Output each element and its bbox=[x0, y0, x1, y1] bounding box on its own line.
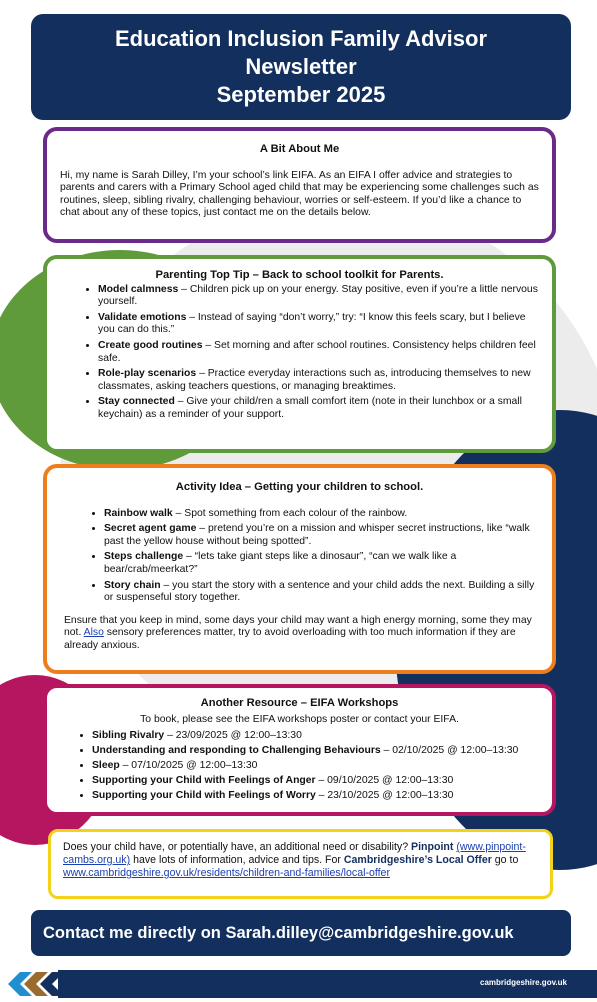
workshop-name: Supporting your Child with Feelings of Anger bbox=[92, 775, 316, 787]
list-item bbox=[98, 340, 539, 365]
parenting-tips-section bbox=[43, 255, 556, 453]
offer-text: go to bbox=[491, 854, 519, 866]
workshop-name: Understanding and responding to Challenging Behaviours bbox=[92, 745, 381, 757]
activity-text: – pretend you’re on a mission and whisper secret instructions, like “walk past the yellow house without being spotted”. bbox=[104, 523, 530, 547]
booking-info: To book, please see the EIFA workshops poster or contact your EIFA. bbox=[140, 713, 459, 725]
tip-text: – Give your child/ren a small comfort item (note in their lunchbox or a small keychain) as a reminder of your support. bbox=[98, 396, 522, 420]
workshops-title: Another Resource – EIFA Workshops bbox=[200, 697, 399, 709]
note-highlight: Also bbox=[83, 627, 104, 639]
offer-text: have lots of information, advice and tips. For bbox=[130, 854, 344, 866]
header-title: Education Inclusion Family Advisor bbox=[114, 26, 488, 51]
workshop-name: Sibling Rivalry bbox=[92, 730, 165, 742]
footer-site[interactable]: cambridgeshire.gov.uk bbox=[480, 978, 567, 987]
activity-text: – “lets take giant steps like a dinosaur”, “can we walk like a bear/crab/meerkat?” bbox=[104, 551, 457, 575]
activity-title: Activity Idea – Getting your children to school. bbox=[175, 481, 424, 493]
activity-text: – Spot something from each colour of the rainbow. bbox=[172, 507, 408, 519]
activity-label: Rainbow walk bbox=[104, 507, 173, 519]
list-item bbox=[98, 284, 539, 309]
list-item bbox=[92, 775, 539, 788]
list-item bbox=[104, 508, 539, 521]
list-item bbox=[92, 730, 539, 743]
list-item bbox=[98, 396, 539, 421]
tips-title: Parenting Top Tip – Back to school toolkit for Parents. bbox=[155, 269, 444, 281]
list-item bbox=[104, 551, 539, 576]
note-text: sensory preferences matter, try to avoid overloading with too much information if they are already anxious. bbox=[64, 627, 516, 651]
tip-text: – Practice everyday interactions such as, introducing themselves to new classmates, asking teachers questions, or managing breaktimes. bbox=[98, 368, 531, 392]
tip-text: – Children pick up on your energy. Stay positive, even if you’re a little nervous yourself. bbox=[98, 283, 538, 308]
workshop-name: Sleep bbox=[92, 760, 120, 772]
list-item bbox=[92, 760, 539, 773]
tip-label: Validate emotions bbox=[98, 311, 187, 323]
workshop-date: – 23/09/2025 @ 12:00–13:30 bbox=[164, 730, 302, 742]
list-item bbox=[98, 368, 539, 393]
offer-intro: Does your child have, or potentially have, an additional need or disability? bbox=[63, 841, 412, 853]
workshop-date: – 02/10/2025 @ 12:00–13:30 bbox=[380, 745, 519, 757]
activity-note bbox=[60, 615, 539, 653]
workshop-date: – 09/10/2025 @ 12:00–13:30 bbox=[315, 775, 454, 787]
local-offer-section bbox=[48, 829, 553, 899]
tip-label: Model calmness bbox=[98, 283, 179, 295]
note-text: Ensure that you keep in mind, some days your child may want a high energy morning, some they may not. bbox=[64, 614, 532, 639]
footer bbox=[0, 970, 597, 1002]
workshop-name: Supporting your Child with Feelings of Worry bbox=[92, 790, 316, 802]
list-item bbox=[104, 523, 539, 548]
list-item bbox=[92, 790, 539, 803]
tip-label: Role-play scenarios bbox=[98, 368, 197, 380]
list-item bbox=[92, 745, 539, 758]
local-offer-name: Cambridgeshire’s Local Offer bbox=[343, 854, 492, 866]
pinpoint-link[interactable]: (www.pinpoint-cambs.org.uk) bbox=[63, 841, 526, 866]
tip-label: Create good routines bbox=[98, 339, 203, 351]
list-item bbox=[104, 580, 539, 605]
header-subtitle: Newsletter bbox=[245, 54, 357, 79]
activity-label: Steps challenge bbox=[104, 551, 184, 563]
newsletter-header bbox=[31, 14, 571, 120]
tip-text: – Instead of saying “don’t worry,” try: “I know this feels scary, but I believe you can do this.” bbox=[98, 311, 526, 336]
tips-list bbox=[60, 284, 539, 422]
activity-list bbox=[60, 508, 539, 605]
workshops-section bbox=[43, 684, 556, 816]
workshops-list bbox=[60, 730, 539, 803]
activity-idea-section bbox=[43, 464, 556, 674]
workshop-date: – 23/10/2025 @ 12:00–13:30 bbox=[315, 790, 454, 802]
list-item bbox=[98, 312, 539, 337]
contact-banner bbox=[31, 910, 571, 956]
about-me-section bbox=[43, 127, 556, 243]
contact-text[interactable]: Contact me directly on Sarah.dilley@cambridgeshire.gov.uk bbox=[43, 924, 514, 942]
activity-label: Story chain bbox=[104, 579, 161, 591]
tip-text: – Set morning and after school routines. Consistency helps children feel safe. bbox=[98, 339, 536, 364]
about-title: A Bit About Me bbox=[259, 143, 340, 155]
chevron-arrows-icon bbox=[0, 970, 70, 1000]
header-date: September 2025 bbox=[216, 82, 386, 107]
about-body: Hi, my name is Sarah Dilley, I’m your school’s link EIFA. As an EIFA I offer advice and strategies to parents and carers with a Primary School aged child that may be experiencing some challenges such as routines, sleep, sibling rivalry, challenging behaviour, worries or self-esteem. If you’d like a chance to chat about any of these topics, just contact me on the details below. bbox=[60, 169, 539, 219]
activity-label: Secret agent game bbox=[104, 523, 197, 535]
activity-text: – you start the story with a sentence and your child adds the next. Building a silly or suspenseful story together. bbox=[104, 579, 535, 604]
tip-label: Stay connected bbox=[98, 396, 175, 408]
workshop-date: – 07/10/2025 @ 12:00–13:30 bbox=[119, 760, 258, 772]
pinpoint-name: Pinpoint bbox=[411, 841, 454, 853]
local-offer-link[interactable]: www.cambridgeshire.gov.uk/residents/children-and-families/local-offer bbox=[63, 867, 390, 879]
